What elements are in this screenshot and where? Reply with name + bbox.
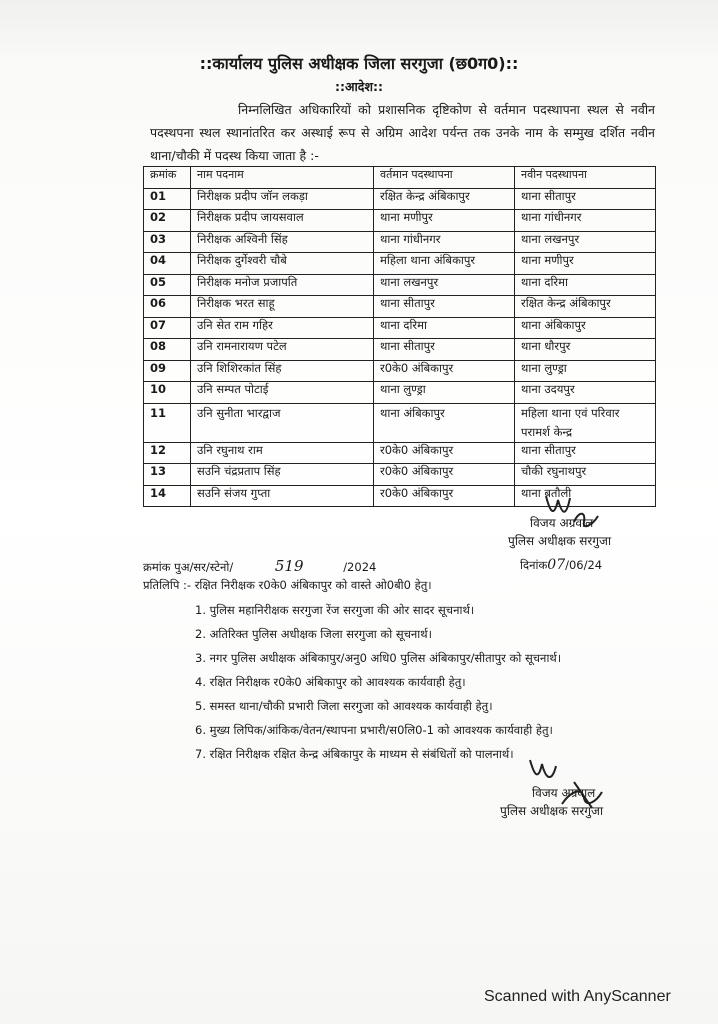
table-row [144,317,656,339]
list-item: 3. नगर पुलिस अधीक्षक अंबिकापुर/अनु0 अधि0 पुलिस अंबिकापुर/सीतापुर को सूचनार्थ। [195,651,562,665]
list-item: 1. पुलिस महानिरीक्षक सरगुजा रेंज सरगुजा की ओर सादर सूचनार्थ। [195,603,475,617]
signatory-designation-2: पुलिस अधीक्षक सरगुजा [500,804,604,818]
list-item: 5. समस्त थाना/चौकी प्रभारी जिला सरगुजा को आवश्यक कार्यवाही हेतु। [195,699,493,713]
office-heading: ::कार्यालय पुलिस अधीक्षक जिला सरगुजा (छ0ग0):: [199,54,519,73]
cell-current-posting: थाना लखनपुर [374,274,515,296]
date-label: दिनांक [520,558,548,572]
cell-serial: 03 [144,231,191,253]
cell-current-posting: थाना मणीपुर [374,210,515,232]
signature-block-2 [500,784,603,820]
date-rest: /06/24 [565,558,603,572]
cell-serial: 02 [144,210,191,232]
cell-current-posting: थाना गांधीनगर [374,231,515,253]
transfer-table [143,166,656,507]
signature-block-1 [508,514,611,550]
table-row [144,403,656,442]
col-header-name: नाम पदनाम [191,167,374,189]
order-prefix: क्रमांक पुअ/सर/स्टेनो/ [143,560,234,574]
table-row [144,231,656,253]
cell-serial: 09 [144,360,191,382]
cell-serial: 04 [144,253,191,275]
cell-new-posting: थाना गांधीनगर [515,210,656,232]
cell-current-posting: थाना सीतापुर [374,296,515,318]
col-header-new-posting: नवीन पदस्थापना [515,167,656,189]
cell-current-posting: थाना लुण्ड्रा [374,382,515,404]
table-row [144,339,656,361]
order-number-line [143,557,376,575]
cell-new-posting: रक्षित केन्द्र अंबिकापुर [515,296,656,318]
cell-current-posting: र0के0 अंबिकापुर [374,464,515,486]
signatory-name-2: विजय अग्रवाल [532,786,596,800]
intro-text: निम्नलिखित अधिकारियों को प्रशासनिक दृष्टिकोण से वर्तमान पदस्थापना स्थल से नवीन पदस्थपना स्थल स्थानांतरित कर अस्थाई रूप से अग्रिम आदेश पर्यन्त तक उनके नाम के सम्मुख दर्शित नवीन थाना/चौकी में पदस्थ किया जाता है :- [150,102,655,163]
cell-serial: 13 [144,464,191,486]
cell-serial: 06 [144,296,191,318]
cell-new-posting: थाना दरिमा [515,274,656,296]
cell-name: उनि सुनीता भारद्वाज [191,403,374,442]
cell-current-posting: र0के0 अंबिकापुर [374,442,515,464]
cell-name: उनि सम्पत पोटाई [191,382,374,404]
cell-name: उनि शिशिरकांत सिंह [191,360,374,382]
table-row [144,296,656,318]
list-item: 7. रक्षित निरीक्षक रक्षित केन्द्र अंबिकापुर के माध्यम से संबंधितों को पालनार्थ। [195,747,514,761]
order-number: 519 [274,557,304,575]
cell-serial: 07 [144,317,191,339]
cell-name: निरीक्षक दुर्गेश्वरी चौबे [191,253,374,275]
table-row [144,210,656,232]
table-row [144,382,656,404]
cell-new-posting: थाना लखनपुर [515,231,656,253]
signatory-designation-1: पुलिस अधीक्षक सरगुजा [508,534,612,548]
list-item: 6. मुख्य लिपिक/आंकिक/वेतन/स्थापना प्रभारी/स0लि0-1 को आवश्यक कार्यवाही हेतु। [195,723,553,737]
table-row [144,274,656,296]
intro-paragraph [150,98,655,167]
cell-new-posting: थाना धौरपुर [515,339,656,361]
cell-new-posting: थाना बतौली [515,485,656,507]
cell-serial: 05 [144,274,191,296]
list-item: 2. अतिरिक्त पुलिस अधीक्षक जिला सरगुजा को सूचनार्थ। [195,627,432,641]
cell-current-posting: महिला थाना अंबिकापुर [374,253,515,275]
cell-name: सउनि संजय गुप्ता [191,485,374,507]
cell-new-posting: थाना उदयपुर [515,382,656,404]
col-header-current-posting: वर्तमान पदस्थापना [374,167,515,189]
order-year: /2024 [343,560,377,574]
cell-serial: 14 [144,485,191,507]
table-row [144,442,656,464]
scanner-watermark: Scanned with AnyScanner [484,988,671,1005]
cell-name: उनि सेत राम गहिर [191,317,374,339]
cell-current-posting: थाना सीतापुर [374,339,515,361]
order-heading: ::आदेश:: [335,79,383,94]
cell-new-posting: थाना सीतापुर [515,188,656,210]
date-day: 07 [547,557,566,573]
table-row [144,188,656,210]
cell-new-posting: चौकी रघुनाथपुर [515,464,656,486]
cell-current-posting: थाना दरिमा [374,317,515,339]
cell-current-posting: थाना अंबिकापुर [374,403,515,442]
cell-name: निरीक्षक प्रदीप जॉन लकड़ा [191,188,374,210]
cell-name: उनि रघुनाथ राम [191,442,374,464]
cell-name: निरीक्षक मनोज प्रजापति [191,274,374,296]
cell-name: निरीक्षक भरत साहू [191,296,374,318]
table-row [144,464,656,486]
cell-serial: 12 [144,442,191,464]
copy-to-intro: प्रतिलिपि :- रक्षित निरीक्षक र0के0 अंबिकापुर को वास्ते ओ0बी0 हेतु। [143,578,432,592]
table-row [144,360,656,382]
table-row [144,253,656,275]
cell-new-posting: महिला थाना एवं परिवार परामर्श केन्द्र [515,403,656,442]
cell-current-posting: र0के0 अंबिकापुर [374,360,515,382]
cell-name: उनि रामनारायण पटेल [191,339,374,361]
cell-serial: 11 [144,403,191,442]
cell-serial: 10 [144,382,191,404]
col-header-serial: क्रमांक [144,167,191,189]
cell-name: निरीक्षक प्रदीप जायसवाल [191,210,374,232]
copy-to-list [195,598,665,766]
cell-new-posting: थाना लुण्ड्रा [515,360,656,382]
cell-name: निरीक्षक अश्विनी सिंह [191,231,374,253]
list-item: 4. रक्षित निरीक्षक र0के0 अंबिकापुर को आवश्यक कार्यवाही हेतु। [195,675,466,689]
order-date-line [520,557,602,573]
cell-serial: 01 [144,188,191,210]
cell-new-posting: थाना मणीपुर [515,253,656,275]
cell-serial: 08 [144,339,191,361]
table-header-row [144,167,656,189]
cell-current-posting: रक्षित केन्द्र अंबिकापुर [374,188,515,210]
signatory-name-1: विजय अग्रवाल [530,516,594,530]
cell-name: सउनि चंद्रप्रताप सिंह [191,464,374,486]
cell-new-posting: थाना अंबिकापुर [515,317,656,339]
cell-new-posting: थाना सीतापुर [515,442,656,464]
cell-current-posting: र0के0 अंबिकापुर [374,485,515,507]
